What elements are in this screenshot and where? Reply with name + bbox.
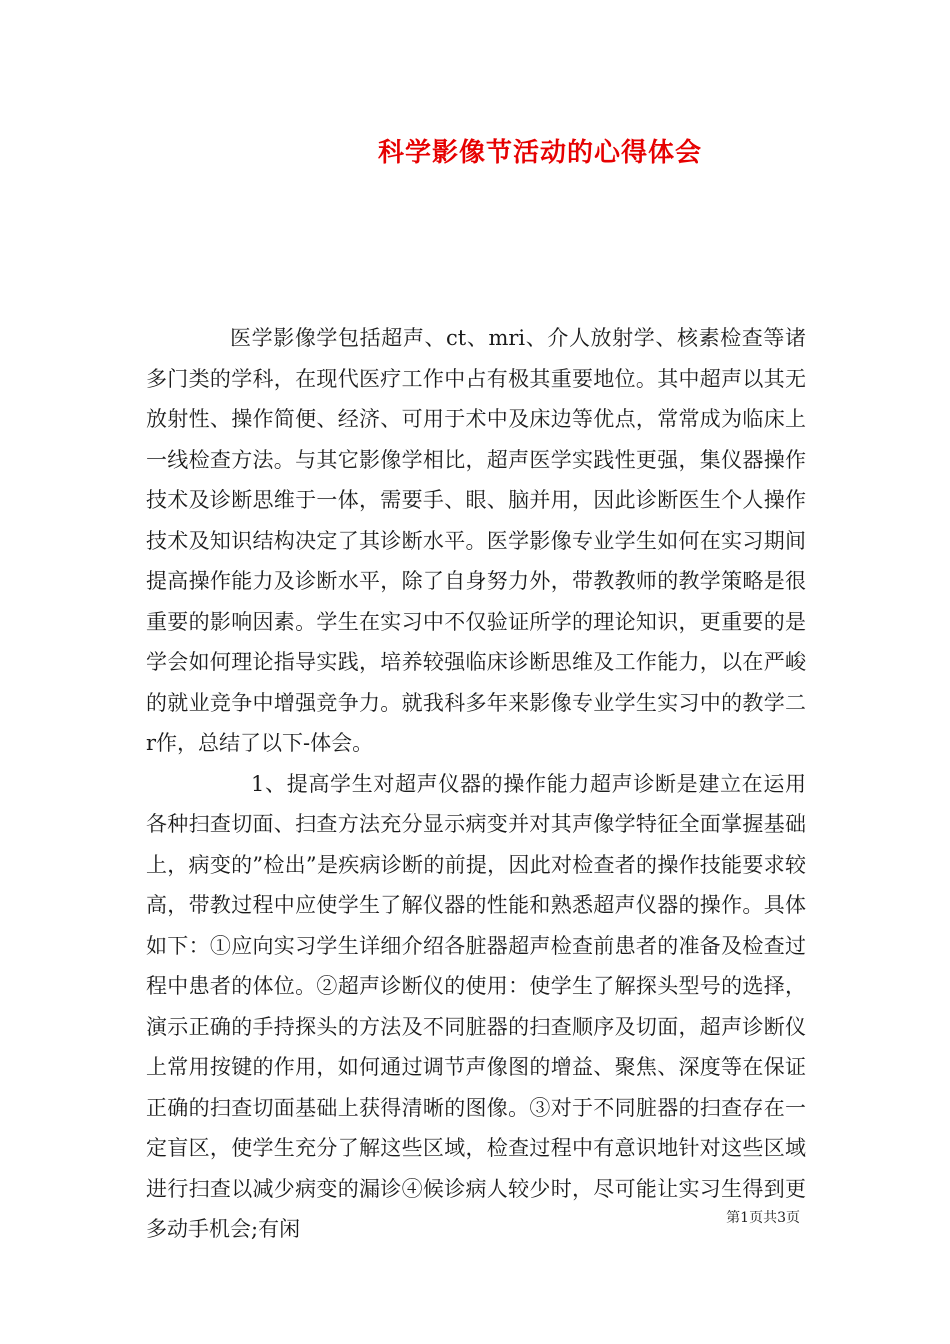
paragraph-section-1: 1、提高学生对超声仪器的操作能力超声诊断是建立在运用各种扫查切面、扫查方法充分显示病变并对其声像学特征全面掌握基础上，病变的”检出”是疾病诊断的前提，因此对检查者的操作技能要求较高，带教过程中应使学生了解仪器的性能和熟悉超声仪器的操作。具体如下：①应向实习学生详细介绍各脏器超声检查前患者的准备及检查过程中患者的体位。②超声诊断仪的使用：使学生了解探头型号的选择，演示正确的手持探头的方法及不同脏器的扫查顺序及切面，超声诊断仪上常用按键的作用，如何通过调节声像图的增益、聚焦、深度等在保证正确的扫查切面基础上获得清晰的图像。③对于不同脏器的扫查存在一定盲区，使学生充分了解这些区域，检查过程中有意识地针对这些区域进行扫查以减少病变的漏诊④候诊病人较少时，尽可能让实习生得到更多动手机会;有闲	[146, 771, 806, 1241]
page-title: 科学影像节活动的心得体会	[377, 138, 702, 168]
page-number-footer: 第1页共3页	[726, 1210, 800, 1226]
document-body	[146, 318, 806, 1250]
paragraph-intro: 医学影像学包括超声、ct、mri、介人放射学、核素检查等诸多门类的学科，在现代医疗工作中占有极其重要地位。其中超声以其无放射性、操作简便、经济、可用于术中及床边等优点，常常成为临床上一线检查方法。与其它影像学相比，超声医学实践性更强，集仪器操作技术及诊断思维于一体，需要手、眼、脑并用，因此诊断医生个人操作技术及知识结构决定了其诊断水平。医学影像专业学生如何在实习期间提高操作能力及诊断水平，除了自身努力外，带教教师的教学策略是很重要的影响因素。学生在实习中不仅验证所学的理论知识，更重要的是学会如何理论指导实践，培养较强临床诊断思维及工作能力，以在严峻的就业竞争中增强竞争力。就我科多年来影像专业学生实习中的教学二r作，总结了以下-体会。	[146, 326, 806, 755]
